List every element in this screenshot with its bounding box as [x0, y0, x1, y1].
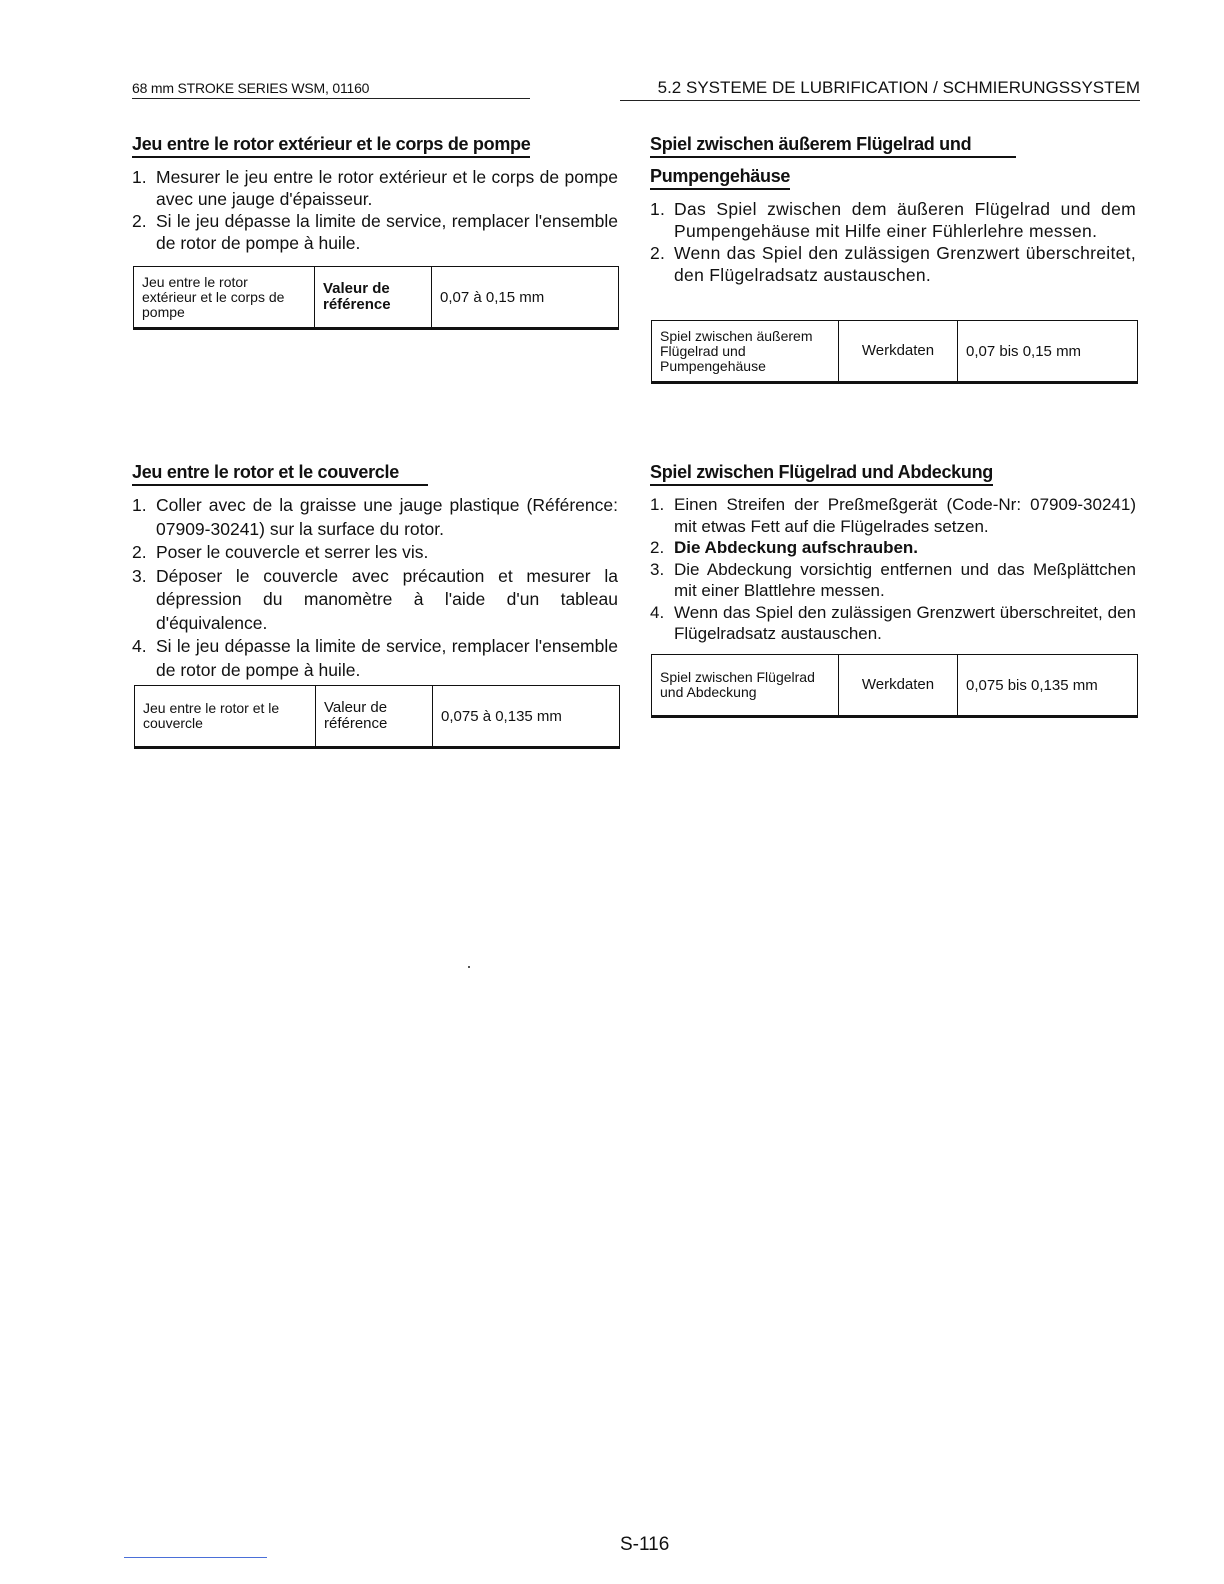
spec-value: 0,075 bis 0,135 mm: [958, 655, 1138, 717]
table-row: [652, 655, 1138, 717]
step-number: 1.: [650, 199, 666, 219]
section-title: Spiel zwischen äußerem Flügelrad und: [650, 134, 1016, 158]
table-row: [135, 686, 620, 748]
step-text: Die Abdeckung aufschrauben.: [674, 538, 919, 557]
spec-type: Valeur de référence: [315, 267, 432, 329]
header-right: 5.2 SYSTEME DE LUBRIFICATION / SCHMIERUNGSSYSTEM: [620, 78, 1140, 101]
steps-list: [132, 166, 618, 254]
step-number: 1.: [650, 495, 665, 514]
spec-label: Jeu entre le rotor et le couvercle: [135, 686, 316, 748]
step-text: Coller avec de la graisse une jauge plastique (Référence: 07909-30241) sur la surface du rotor.: [156, 495, 618, 539]
fr-section-cover: [132, 462, 618, 682]
step-text: Si le jeu dépasse la limite de service, remplacer l'ensemble de rotor de pompe à huile.: [156, 211, 618, 253]
step-text: Wenn das Spiel den zulässigen Grenzwert überschreitet, den Flügelradsatz austauschen.: [674, 243, 1136, 285]
list-item: [650, 198, 1136, 242]
step-number: 1.: [132, 167, 147, 187]
step-number: 3.: [650, 559, 665, 579]
steps-list: [650, 494, 1136, 645]
step-text: Die Abdeckung vorsichtig entfernen und das Meßplättchen mit einer Blattlehre messen.: [674, 559, 1136, 600]
spec-label: Jeu entre le rotor extérieur et le corps de pompe: [134, 267, 315, 329]
stray-dot: [468, 966, 470, 968]
footer-rule: [124, 1557, 267, 1558]
list-item: [132, 494, 618, 541]
step-number: 4.: [132, 636, 147, 656]
fr-section-outer-rotor: [132, 134, 618, 254]
de-section-outer-rotor: [650, 134, 1136, 286]
step-number: 1.: [132, 495, 147, 515]
table-row: [134, 267, 619, 329]
step-text: Déposer le couvercle avec précaution et mesurer la dépression du manomètre à l'aide d'un tableau d'équivalence.: [156, 565, 618, 633]
step-number: 3.: [132, 565, 147, 586]
list-item: [650, 242, 1136, 286]
page-number: S-116: [620, 1534, 670, 1555]
spec-value: 0,075 à 0,135 mm: [433, 686, 620, 748]
steps-list: [132, 494, 618, 682]
list-item: [650, 537, 1136, 559]
list-item: [650, 559, 1136, 602]
step-text: Mesurer le jeu entre le rotor extérieur et le corps de pompe avec une jauge d'épaisseur.: [156, 167, 618, 209]
spec-value: 0,07 à 0,15 mm: [432, 267, 619, 329]
step-text: Wenn das Spiel den zulässigen Grenzwert überschreitet, den Flügelradsatz austauschen.: [674, 602, 1136, 643]
step-text: Si le jeu dépasse la limite de service, remplacer l'ensemble de rotor de pompe à huile.: [156, 636, 618, 680]
step-number: 2.: [132, 211, 147, 231]
step-number: 4.: [650, 602, 665, 622]
list-item: [132, 635, 618, 682]
list-item: [650, 602, 1136, 645]
spec-type: Werkdaten: [839, 655, 958, 717]
table-row: [652, 321, 1138, 383]
spec-type: Valeur de référence: [316, 686, 433, 748]
spec-label: Spiel zwischen Flügelrad und Abdeckung: [652, 655, 839, 717]
spec-label: Spiel zwischen äußerem Flügelrad und Pumpengehäuse: [652, 321, 839, 383]
step-number: 2.: [132, 542, 147, 562]
list-item: [132, 210, 618, 254]
spec-table: [134, 685, 620, 749]
list-item: [650, 494, 1136, 537]
section-title: Spiel zwischen Flügelrad und Abdeckung: [650, 462, 993, 486]
section-title-line2: Pumpengehäuse: [650, 166, 790, 190]
step-text: Das Spiel zwischen dem äußeren Flügelrad und dem Pumpengehäuse mit Hilfe einer Fühlerlehre messen.: [674, 199, 1136, 241]
step-number: 2.: [650, 538, 665, 557]
spec-table: [651, 654, 1138, 718]
step-text: Einen Streifen der Preßmeßgerät (Code-Nr: 07909-30241) mit etwas Fett auf die Flügelrades setzen.: [674, 495, 1136, 536]
step-text: Poser le couvercle et serrer les vis.: [156, 542, 429, 562]
header-left: 68 mm STROKE SERIES WSM, 01160: [132, 80, 530, 99]
spec-type: Werkdaten: [839, 321, 958, 383]
spec-table: [651, 320, 1138, 384]
section-title: Jeu entre le rotor extérieur et le corps de pompe: [132, 134, 530, 158]
list-item: [132, 166, 618, 210]
steps-list: [650, 198, 1136, 286]
list-item: [132, 565, 618, 636]
spec-value: 0,07 bis 0,15 mm: [958, 321, 1138, 383]
spec-table: [133, 266, 619, 330]
section-title: Jeu entre le rotor et le couvercle: [132, 462, 428, 486]
list-item: [132, 541, 618, 565]
step-number: 2.: [650, 243, 666, 263]
de-section-cover: [650, 462, 1136, 645]
